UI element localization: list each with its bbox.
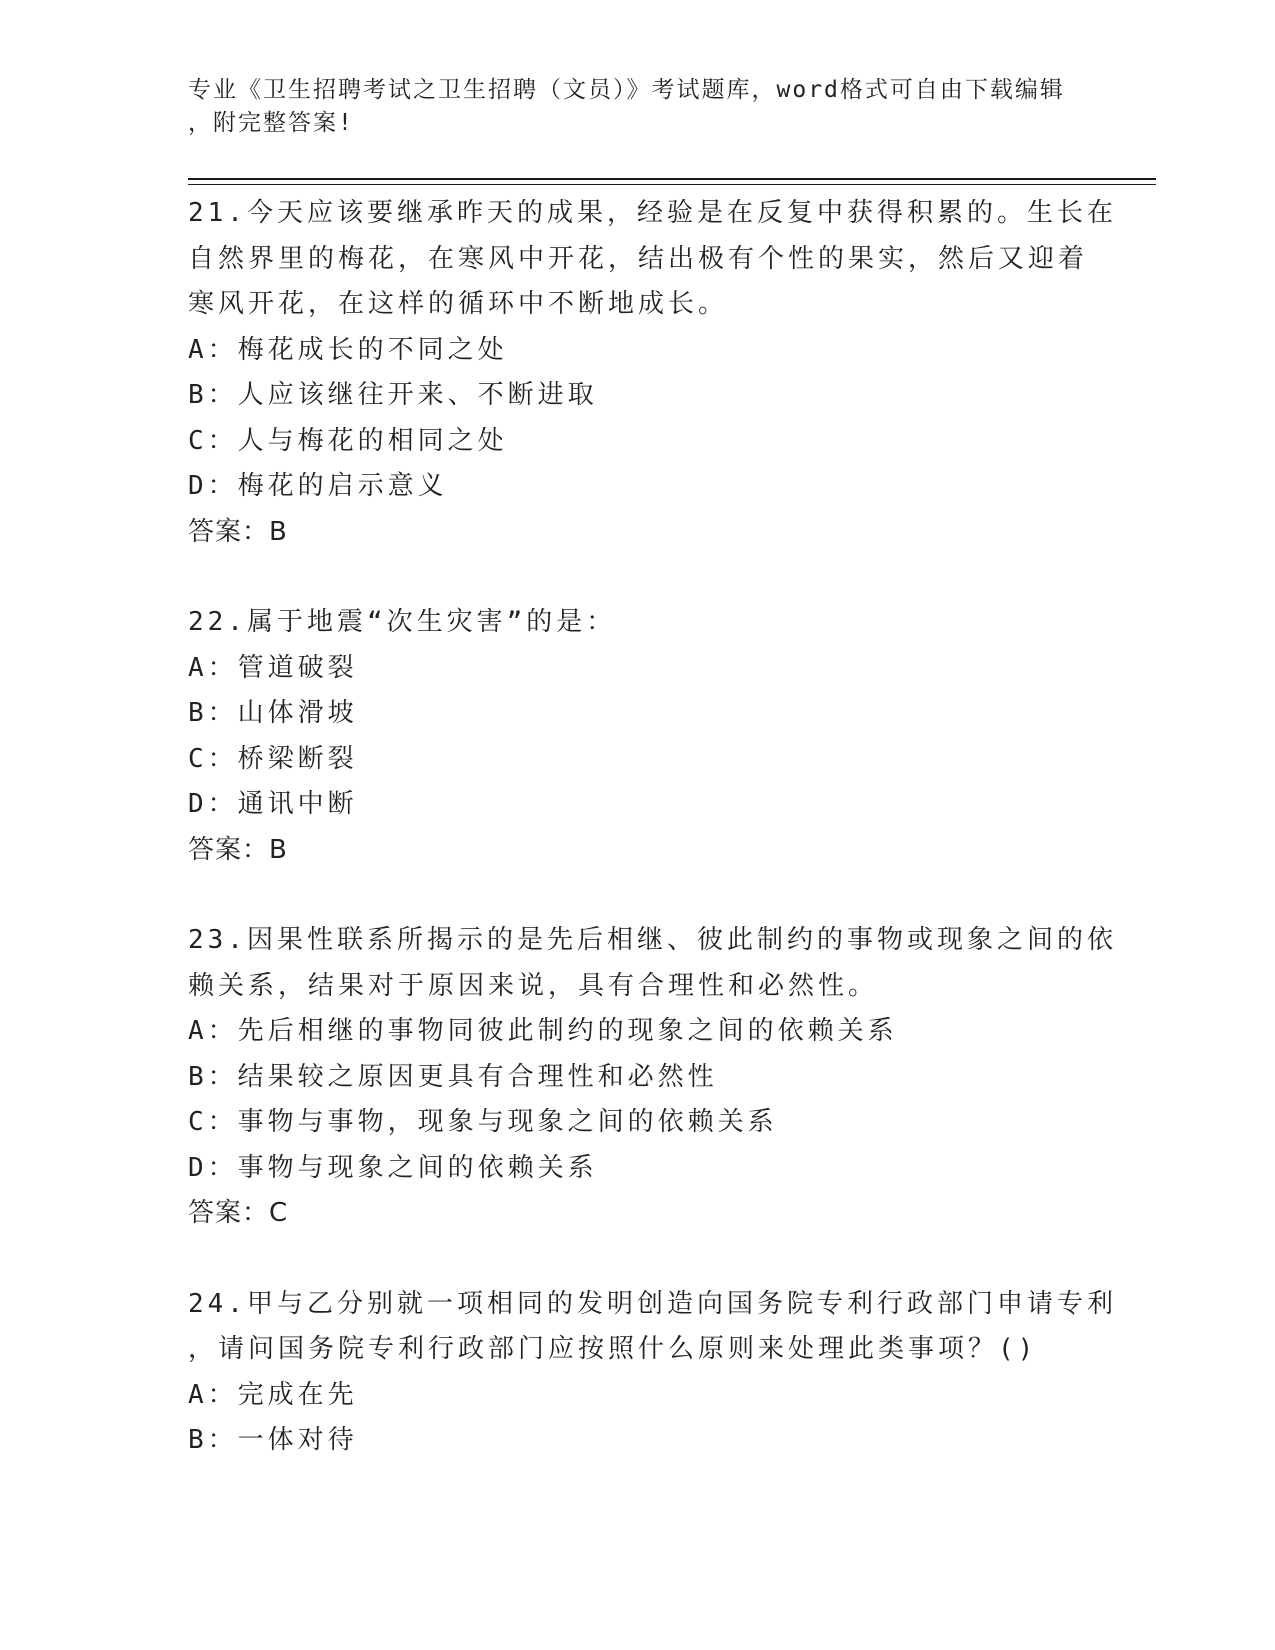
question-stem-line: 23.因果性联系所揭示的是先后相继、彼此制约的事物或现象之间的依 [188, 925, 1117, 955]
option-d: D：事物与现象之间的依赖关系 [188, 1152, 598, 1183]
answer-line: 答案：B [188, 834, 288, 865]
answer-line: 答案：B [188, 516, 288, 547]
option-a: A：完成在先 [188, 1379, 358, 1410]
option-b: B：人应该继往开来、不断进取 [188, 380, 598, 410]
header-line-1: 专业《卫生招聘考试之卫生招聘（文员）》考试题库，word格式可自由下载编辑 [188, 77, 1065, 103]
question-stem-line: 寒风开花，在这样的循环中不断地成长。 [188, 289, 729, 319]
question-21 [188, 191, 1117, 555]
option-b: B：一体对待 [188, 1425, 358, 1455]
question-22 [188, 600, 1088, 873]
option-c: C：事物与事物，现象与现象之间的依赖关系 [188, 1107, 778, 1137]
option-d: D：通讯中断 [188, 789, 358, 819]
option-d: D：梅花的启示意义 [188, 471, 448, 501]
option-a: A：管道破裂 [188, 652, 358, 683]
option-c: C：人与梅花的相同之处 [188, 425, 508, 456]
question-stem-line: 22.属于地震“次生灾害”的是： [188, 607, 617, 637]
question-24 [188, 1282, 1117, 1464]
header-line-2: ，附完整答案! [188, 110, 354, 136]
question-stem-line: 赖关系，结果对于原因来说，具有合理性和必然性。 [188, 970, 879, 1001]
answer-line: 答案：C [188, 1198, 289, 1228]
header-divider-thin [188, 184, 1156, 185]
question-stem-line: 24.甲与乙分别就一项相同的发明创造向国务院专利行政部门申请专利 [188, 1288, 1117, 1319]
option-a: A：梅花成长的不同之处 [188, 334, 508, 365]
option-b: B：山体滑坡 [188, 698, 358, 728]
question-list [188, 191, 1117, 1509]
option-b: B：结果较之原因更具有合理性和必然性 [188, 1061, 718, 1092]
question-stem-line: 自然界里的梅花，在寒风中开花，结出极有个性的果实，然后又迎着 [188, 243, 1089, 274]
option-c: C：桥梁断裂 [188, 743, 358, 774]
question-23 [188, 918, 1117, 1237]
option-a: A：先后相继的事物同彼此制约的现象之间的依赖关系 [188, 1016, 898, 1046]
document-header [188, 74, 1068, 140]
question-stem-line: ，请问国务院专利行政部门应按照什么原则来处理此类事项？() [188, 1334, 1038, 1364]
header-divider-thick [188, 178, 1156, 180]
question-stem-line: 21.今天应该要继承昨天的成果，经验是在反复中获得积累的。生长在 [188, 198, 1117, 228]
